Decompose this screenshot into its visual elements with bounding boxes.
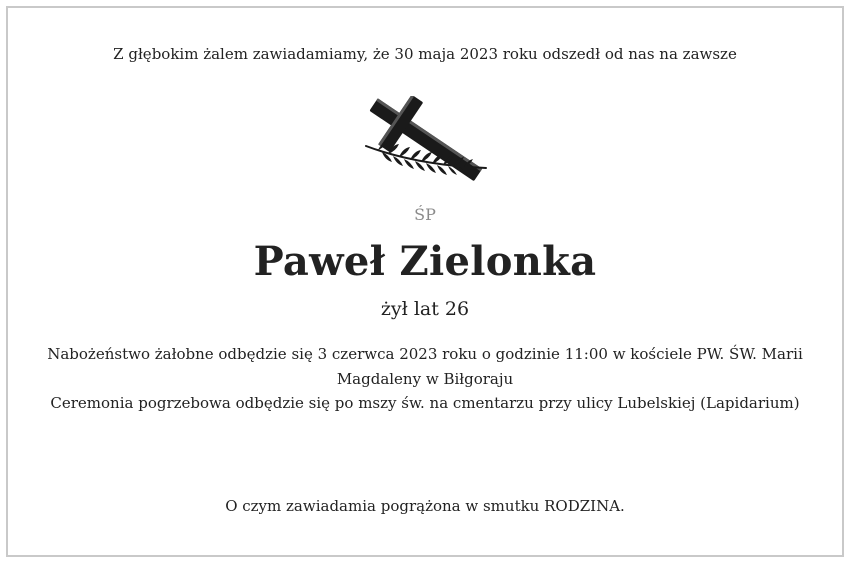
intro-text: Z głębokim żalem zawiadamiamy, że 30 maja 2023 roku odszedł od nas na zawsze [113,45,737,63]
age-text: żył lat 26 [380,298,470,320]
details-line-3: Ceremonia pogrzebowa odbędzie się po mszy św. na cmentarzu przy ulicy Lubelskiej (Lapidarium) [50,394,800,412]
deceased-name: Paweł Zielonka [253,238,597,285]
prefix-label: ŚP [414,205,436,224]
ceremony-details [40,342,810,416]
details-line-1: Nabożeństwo żałobne odbędzie się 3 czerwca 2023 roku o godzinie 11:00 w kościele PW. ŚW. Marii [47,345,803,363]
closing-text: O czym zawiadamia pogrążona w smutku RODZINA. [225,497,625,515]
cross-with-palm-branch-icon [358,96,492,196]
details-line-2: Magdaleny w Biłgoraju [336,369,514,388]
